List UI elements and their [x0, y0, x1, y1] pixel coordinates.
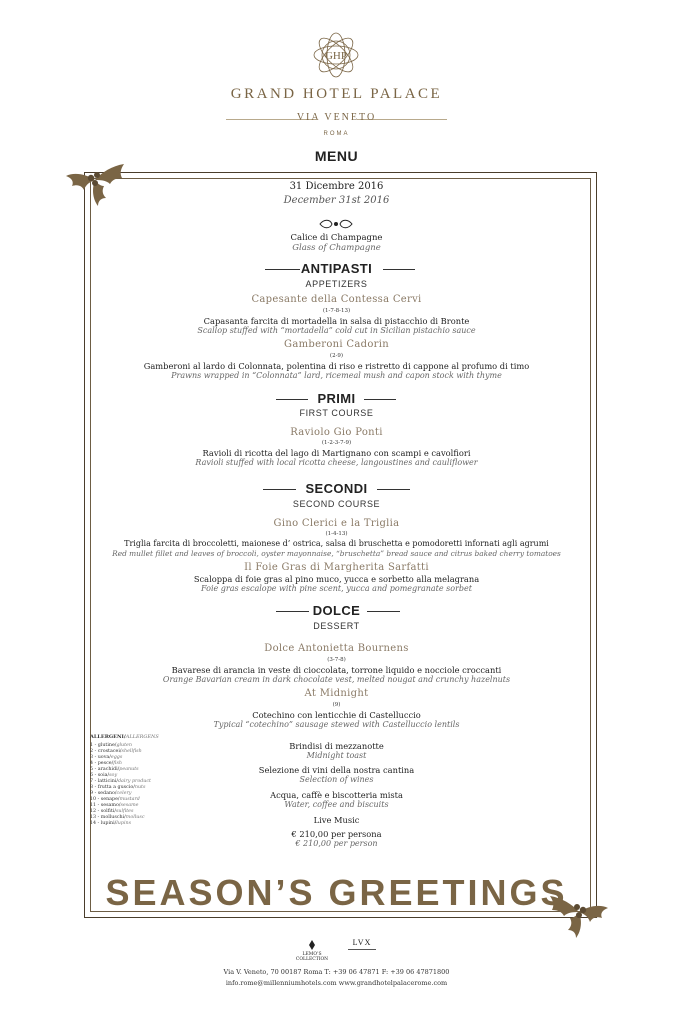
section-title-secondi: SECONDI [305, 481, 368, 496]
dish-allergens: (3-7-8) [327, 657, 346, 663]
hotel-logo [311, 30, 361, 80]
price-en: € 210,00 per person [295, 839, 378, 848]
hotel-name: GRAND HOTEL PALACE [230, 86, 443, 102]
allergen-item: 8 - frutta a guscio/nuts [90, 785, 146, 790]
dish-description-en: Ravioli stuffed with local ricotta cheese, langoustines and cauliflower [195, 458, 478, 467]
section-subtitle-antipasti: APPETIZERS [305, 279, 368, 289]
logo-monogram: GHP [324, 50, 348, 62]
welcome-en: Glass of Champagne [292, 243, 381, 253]
allergen-item: 14 - lupini/lupins [90, 821, 132, 826]
dish-description-it: Capasanta farcita di mortadella in salsa di pistacchio di Bronte [203, 316, 470, 326]
allergens-legend [90, 734, 190, 827]
section-subtitle-dolce: DESSERT [313, 621, 360, 631]
extra-item-it: Brindisi di mezzanotte [289, 741, 384, 751]
dish-allergens: (1-2-3-7-9) [321, 440, 352, 446]
dish-allergens: (1-4-13) [325, 531, 348, 537]
allergen-item: 1 - glutine/gluten [90, 743, 132, 748]
section-title-antipasti: ANTIPASTI [300, 261, 373, 276]
extra-item-en: Selection of wines [299, 775, 374, 784]
hotel-city: ROMA [323, 131, 350, 137]
dish-description-en: Foie gras escalope with pine scent, yucca and pomegranate sorbet [201, 584, 472, 593]
dish-description-en: Prawns wrapped in “Colonnata” lard, ricemeal mush and capon stock with thyme [171, 371, 502, 380]
price-it: € 210,00 per persona [291, 829, 382, 839]
dish-allergens: (1-7-8-13) [322, 308, 351, 314]
dish-allergens: (9) [332, 702, 341, 708]
section-subtitle-secondi: SECOND COURSE [292, 499, 381, 509]
menu-title: MENU [314, 148, 359, 164]
dish-name: Gino Clerici e la Triglia [273, 518, 400, 529]
extra-item-it: Live Music [313, 815, 360, 825]
allergen-item: 7 - latticini/dairy product [90, 779, 151, 784]
allergen-item: 3 - uova/eggs [90, 755, 123, 760]
extra-item-it: Acqua, caffè e biscotteria mista [270, 790, 403, 800]
extra-item-en: Midnight toast [306, 751, 367, 760]
section-title-dolce: DOLCE [312, 603, 361, 618]
seasons-greetings-title: SEASON’S GREETINGS [105, 872, 568, 913]
collection-logo: LEMO’S COLLECTION [292, 940, 332, 962]
hotel-street: VIA VENETO [296, 112, 377, 123]
dish-description-it: Scaloppa di foie gras al pino muco, yucca e sorbetto alla melagrana [193, 574, 480, 584]
allergen-item: 13 - molluschi/mollusc [90, 815, 145, 820]
dish-name: Gamberoni Cadorin [284, 339, 389, 350]
dish-allergens: (2-9) [329, 353, 344, 359]
dish-description-en: Red mullet fillet and leaves of broccoli, oyster mayonnaise, “bruschetta” bread sauce and citrus baked cherry tomatoes [112, 549, 561, 558]
dish-description-it: Gamberoni al lardo di Colonnata, polentina di riso e ristretto di cappone al profumo di timo [143, 361, 530, 371]
menu-date-en: December 31st 2016 [283, 195, 390, 206]
extra-item-it: Selezione di vini della nostra cantina [258, 765, 415, 775]
dish-description-it: Ravioli di ricotta del lago di Martignano con scampi e cavolfiori [202, 448, 471, 458]
dish-name: At Midnight [304, 688, 369, 699]
dish-description-en: Orange Bavarian cream in dark chocolate vest, melted nougat and crunchy hazelnuts [162, 675, 511, 684]
dish-description-it: Cotechino con lenticchie di Castelluccio [252, 710, 421, 720]
footer-address: Via V. Veneto, 70 00187 Roma T: +39 06 47871 F: +39 06 47871800 [223, 968, 450, 976]
allergens-heading: ALLERGENI/ALLERGENS [90, 734, 159, 740]
section-title-primi: PRIMI [317, 391, 356, 406]
dish-description-it: Bavarese di arancia in veste di cioccolata, torrone liquido e nocciole croccanti [171, 665, 502, 675]
allergen-item: 11 - sesamo/sesame [90, 803, 139, 808]
allergen-item: 10 - senape/mustard [90, 797, 140, 802]
footer-contacts: info.rome@millenniumhotels.com www.grandhotelpalacerome.com [225, 979, 448, 987]
section-subtitle-primi: FIRST COURSE [299, 408, 374, 418]
dish-description-en: Typical “cotechino” sausage stewed with Castelluccio lentils [213, 720, 460, 729]
allergen-item: 9 - sedano/celery [90, 791, 132, 796]
extra-item-en: Water, coffee and biscuits [284, 800, 389, 809]
allergen-item: 5 - arachidi/peanuts [90, 767, 139, 772]
dish-name: Capesante della Contessa Cervi [251, 294, 422, 305]
allergen-item: 12 - solfiti/sulfites [90, 809, 134, 814]
allergen-item: 4 - pesce/fish [90, 761, 123, 766]
dish-name: Il Foie Gras di Margherita Sarfatti [244, 562, 429, 573]
collection-logo-icon [307, 940, 317, 950]
welcome-it: Calice di Champagne [290, 233, 383, 243]
allergen-item: 6 - soia/soy [90, 773, 118, 778]
allergen-item: 2 - crostacei/shellfish [90, 749, 142, 754]
lvx-logo: LVX [352, 938, 372, 947]
menu-date-it: 31 Dicembre 2016 [289, 181, 384, 192]
dish-description-it: Triglia farcita di broccoletti, maionese d’ ostrica, salsa di bruschetta e pomodoretti infornati agli agrumi [124, 539, 549, 548]
dish-description-en: Scallop stuffed with “mortadella” cold cut in Sicilian pistachio sauce [197, 326, 476, 335]
dish-name: Raviolo Gio Ponti [290, 427, 383, 438]
dish-name: Dolce Antonietta Bournens [264, 643, 409, 654]
ornamental-divider-icon [318, 215, 354, 227]
